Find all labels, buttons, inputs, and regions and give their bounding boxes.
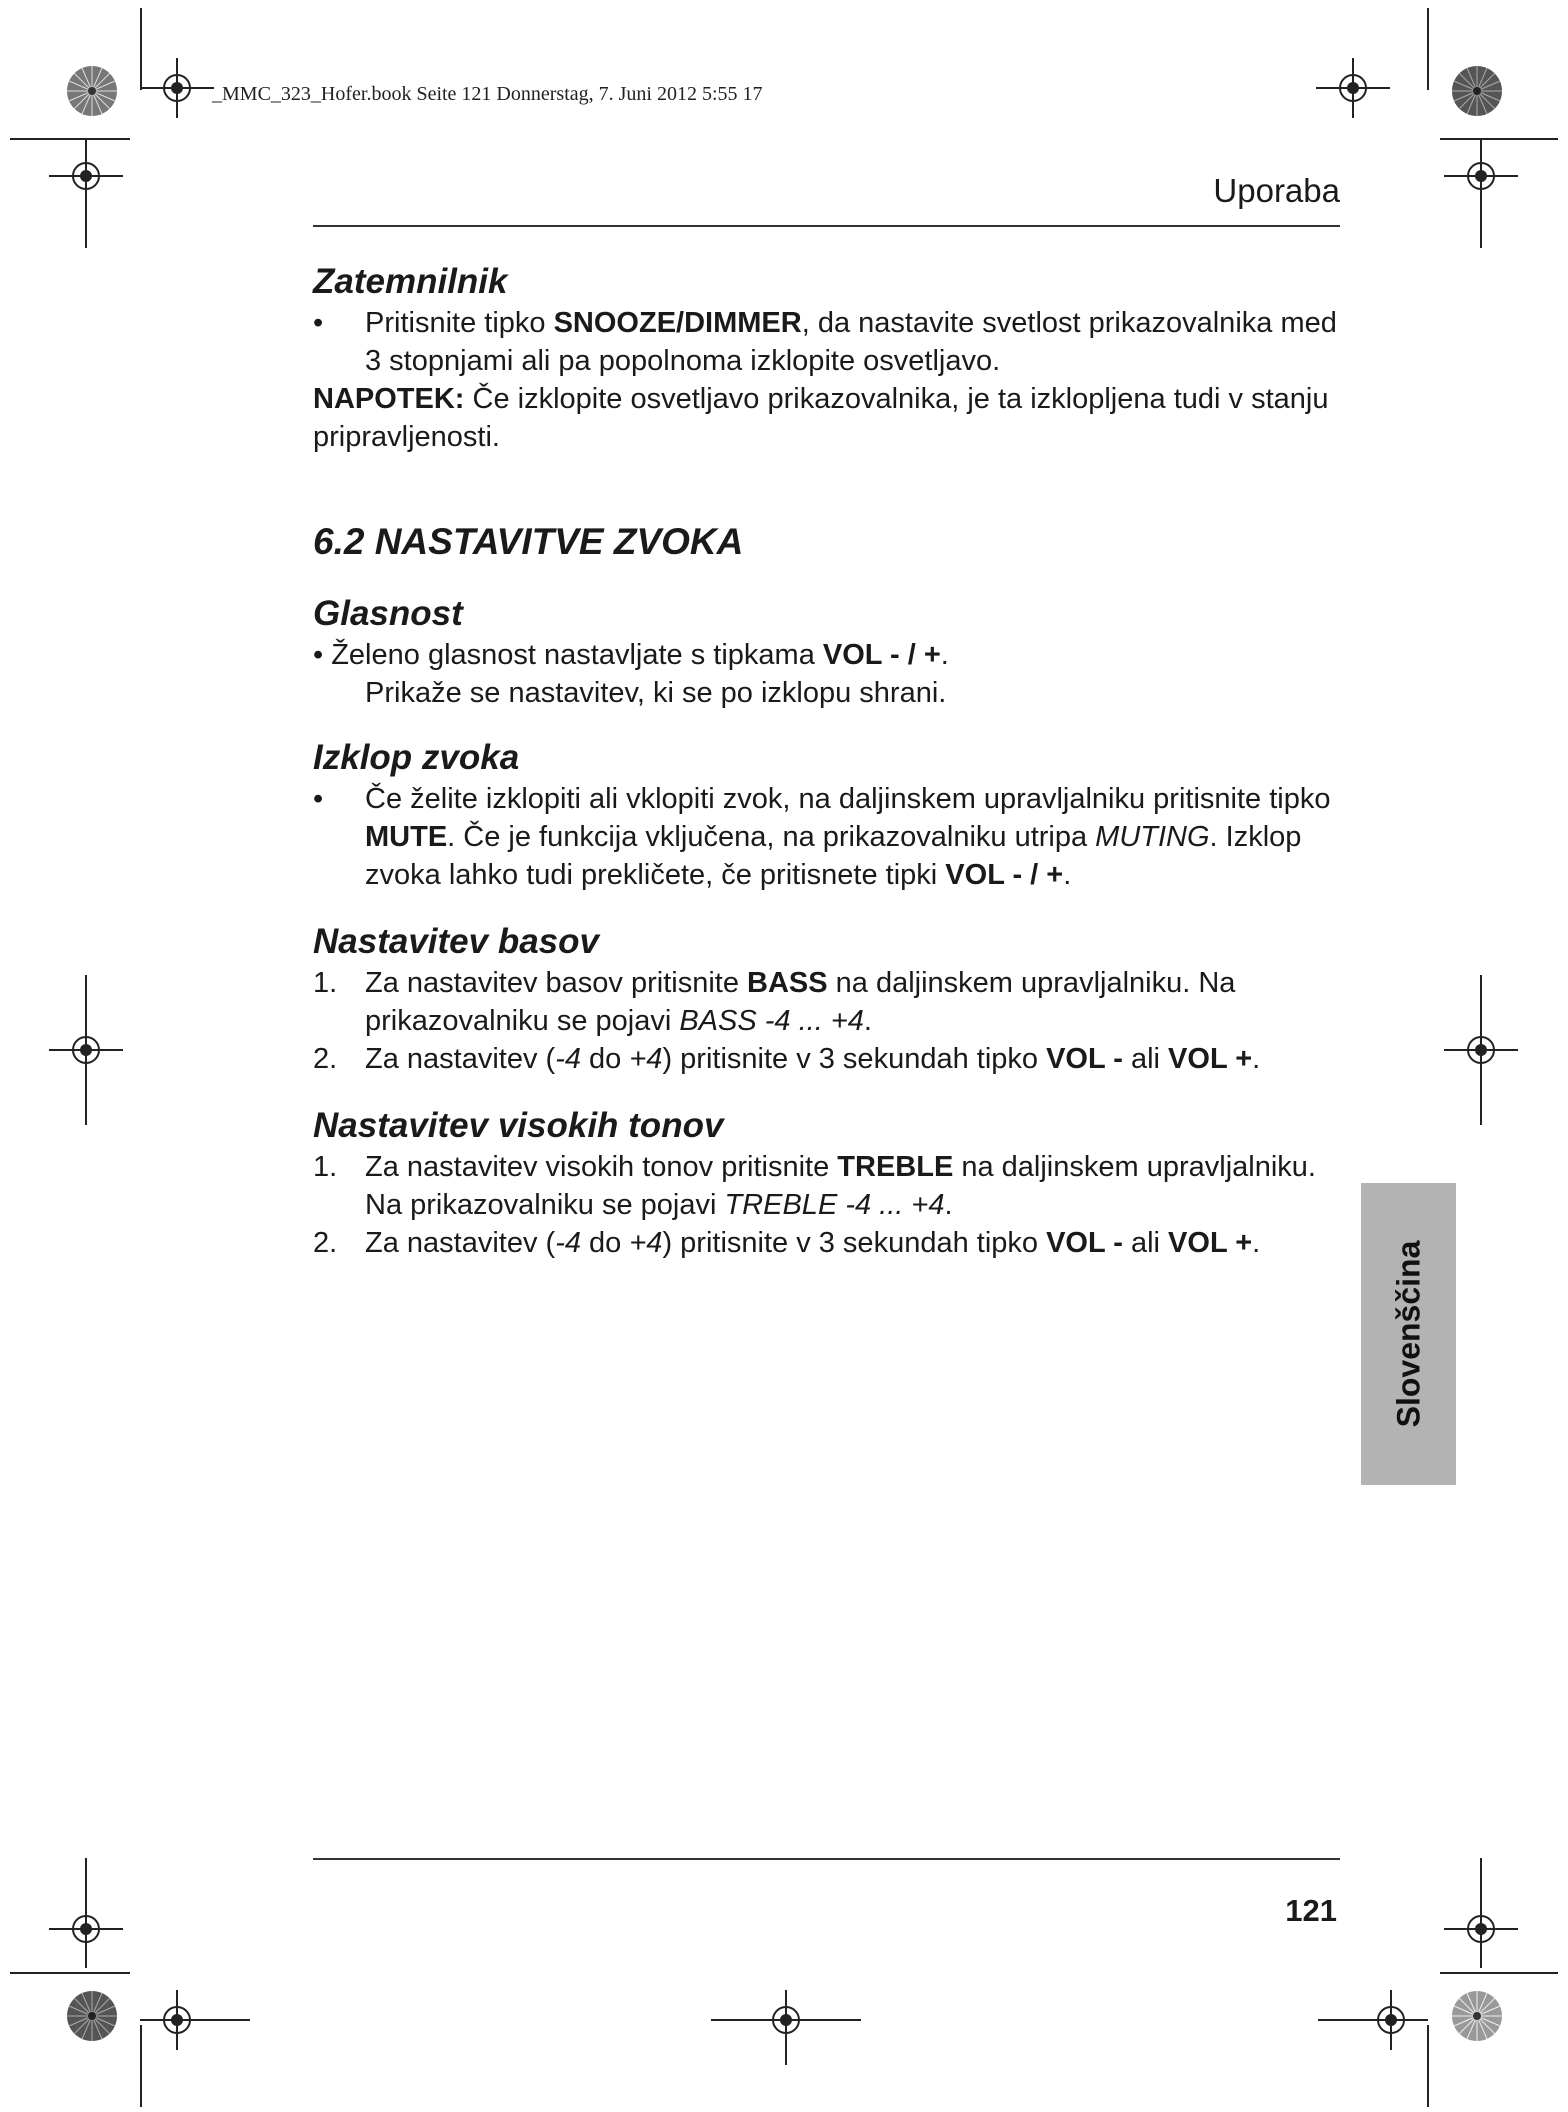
list-item xyxy=(313,1148,1343,1224)
starburst-mark-icon xyxy=(66,1990,118,2042)
text: Za nastavitev basov pritisnite xyxy=(365,967,748,999)
text: . xyxy=(1063,859,1072,891)
chapter-heading: 6.2 NASTAVITVE ZVOKA xyxy=(313,521,744,562)
display-text: -4 xyxy=(555,1227,581,1259)
registration-mark-icon xyxy=(49,1858,123,1968)
text: ali xyxy=(1122,1227,1169,1259)
bullet-marker: • xyxy=(313,639,324,671)
registration-mark-icon xyxy=(1318,1990,1428,2050)
text: Za nastavitev ( xyxy=(365,1227,556,1259)
section-heading-nastavitev-visokih-tonov: Nastavitev visokih tonov xyxy=(313,1106,724,1145)
section-heading-zatemnilnik: Zatemnilnik xyxy=(313,262,508,301)
text: ali xyxy=(1122,1043,1169,1075)
list-item xyxy=(313,1040,1343,1078)
key-label: TREBLE xyxy=(837,1151,954,1183)
section-heading-nastavitev-basov: Nastavitev basov xyxy=(313,922,599,961)
text: Če izklopite osvetljavo prikazovalnika, je ta izklopljena tudi v stanju pripravljenosti. xyxy=(313,383,1329,453)
display-text: BASS -4 ... +4 xyxy=(679,1005,864,1037)
key-label: VOL + xyxy=(1168,1043,1253,1075)
registration-mark-icon xyxy=(49,975,123,1125)
text: . xyxy=(863,1005,872,1037)
text: . xyxy=(1252,1043,1261,1075)
display-text: -4 xyxy=(555,1043,581,1075)
list-item xyxy=(313,304,1343,380)
list-number: 1. xyxy=(313,1151,338,1183)
text: . xyxy=(944,1189,953,1221)
registration-mark-icon xyxy=(711,1990,861,2065)
display-text: +4 xyxy=(629,1043,663,1075)
text: ) pritisnite v 3 sekundah tipko xyxy=(662,1043,1047,1075)
text: ) pritisnite v 3 sekundah tipko xyxy=(662,1227,1047,1259)
key-label: BASS xyxy=(747,967,828,999)
crop-line xyxy=(10,1972,130,1974)
header-rule xyxy=(313,225,1340,227)
running-header: Uporaba xyxy=(1213,172,1340,209)
text: Za nastavitev visokih tonov pritisnite xyxy=(365,1151,838,1183)
key-label: VOL + xyxy=(1168,1227,1253,1259)
registration-mark-icon xyxy=(1444,1858,1518,1968)
text: na daljinskem upravljalniku. Na prikazovalniku se pojavi xyxy=(365,1151,1316,1221)
list-number: 2. xyxy=(313,1227,338,1259)
list-item xyxy=(313,964,1343,1040)
list-number: 2. xyxy=(313,1043,338,1075)
text: Pritisnite tipko xyxy=(365,307,554,339)
display-text: TREBLE -4 ... +4 xyxy=(724,1189,945,1221)
main-content xyxy=(313,260,1343,1262)
crop-line xyxy=(1427,8,1429,90)
registration-mark-icon xyxy=(140,1990,250,2050)
registration-mark-icon xyxy=(1316,58,1390,118)
key-label: MUTE xyxy=(365,821,448,853)
text: . Izklop zvoka lahko tudi prekličete, če pritisnete tipki xyxy=(365,821,1302,891)
section-heading-glasnost: Glasnost xyxy=(313,594,463,633)
registration-mark-icon xyxy=(1444,138,1518,248)
starburst-mark-icon xyxy=(1451,65,1503,117)
note-paragraph xyxy=(313,380,1343,456)
text: Za nastavitev ( xyxy=(365,1043,556,1075)
language-tab-label: Slovenščina xyxy=(1390,1240,1426,1428)
language-tab xyxy=(1361,1183,1456,1485)
list-item xyxy=(313,1224,1343,1262)
print-slug: _MMC_323_Hofer.book Seite 121 Donnerstag, 7. Juni 2012 5:55 17 xyxy=(212,83,763,105)
list-item xyxy=(313,780,1343,894)
bullet-marker: • xyxy=(313,783,324,815)
key-label: VOL - / + xyxy=(822,639,941,671)
key-label: SNOOZE/DIMMER xyxy=(553,307,802,339)
text: , da nastavite svetlost prikazovalnika med 3 stopnjami ali pa popolnoma izklopite osvetljavo. xyxy=(365,307,1337,377)
text: . Če je funkcija vključena, na prikazovalniku utripa xyxy=(447,821,1096,853)
text: do xyxy=(580,1227,630,1259)
key-label: VOL - xyxy=(1046,1227,1123,1259)
text: . xyxy=(940,639,949,671)
list-number: 1. xyxy=(313,967,338,999)
display-text: +4 xyxy=(629,1227,663,1259)
key-label: VOL - / + xyxy=(945,859,1064,891)
starburst-mark-icon xyxy=(66,65,118,117)
footer-rule xyxy=(313,1858,1340,1860)
starburst-mark-icon xyxy=(1451,1990,1503,2042)
registration-mark-icon xyxy=(49,138,123,248)
bullet-marker: • xyxy=(313,307,324,339)
list-item-continuation: Prikaže se nastavitev, ki se po izklopu shrani. xyxy=(365,677,947,709)
text: na daljinskem upravljalniku. Na prikazovalniku se pojavi xyxy=(365,967,1236,1037)
display-text: MUTING xyxy=(1095,821,1210,853)
registration-mark-icon xyxy=(140,58,214,118)
key-label: VOL - xyxy=(1046,1043,1123,1075)
list-item xyxy=(313,636,1343,674)
crop-line xyxy=(1440,1972,1558,1974)
text: Želeno glasnost nastavljate s tipkama xyxy=(331,639,823,671)
text: do xyxy=(580,1043,630,1075)
section-heading-izklop-zvoka: Izklop zvoka xyxy=(313,738,520,777)
text: Če želite izklopiti ali vklopiti zvok, na daljinskem upravljalniku pritisnite tipko xyxy=(365,783,1331,815)
note-label: NAPOTEK: xyxy=(313,383,465,415)
registration-mark-icon xyxy=(1444,975,1518,1125)
text: . xyxy=(1252,1227,1261,1259)
page-number: 121 xyxy=(1285,1893,1337,1928)
